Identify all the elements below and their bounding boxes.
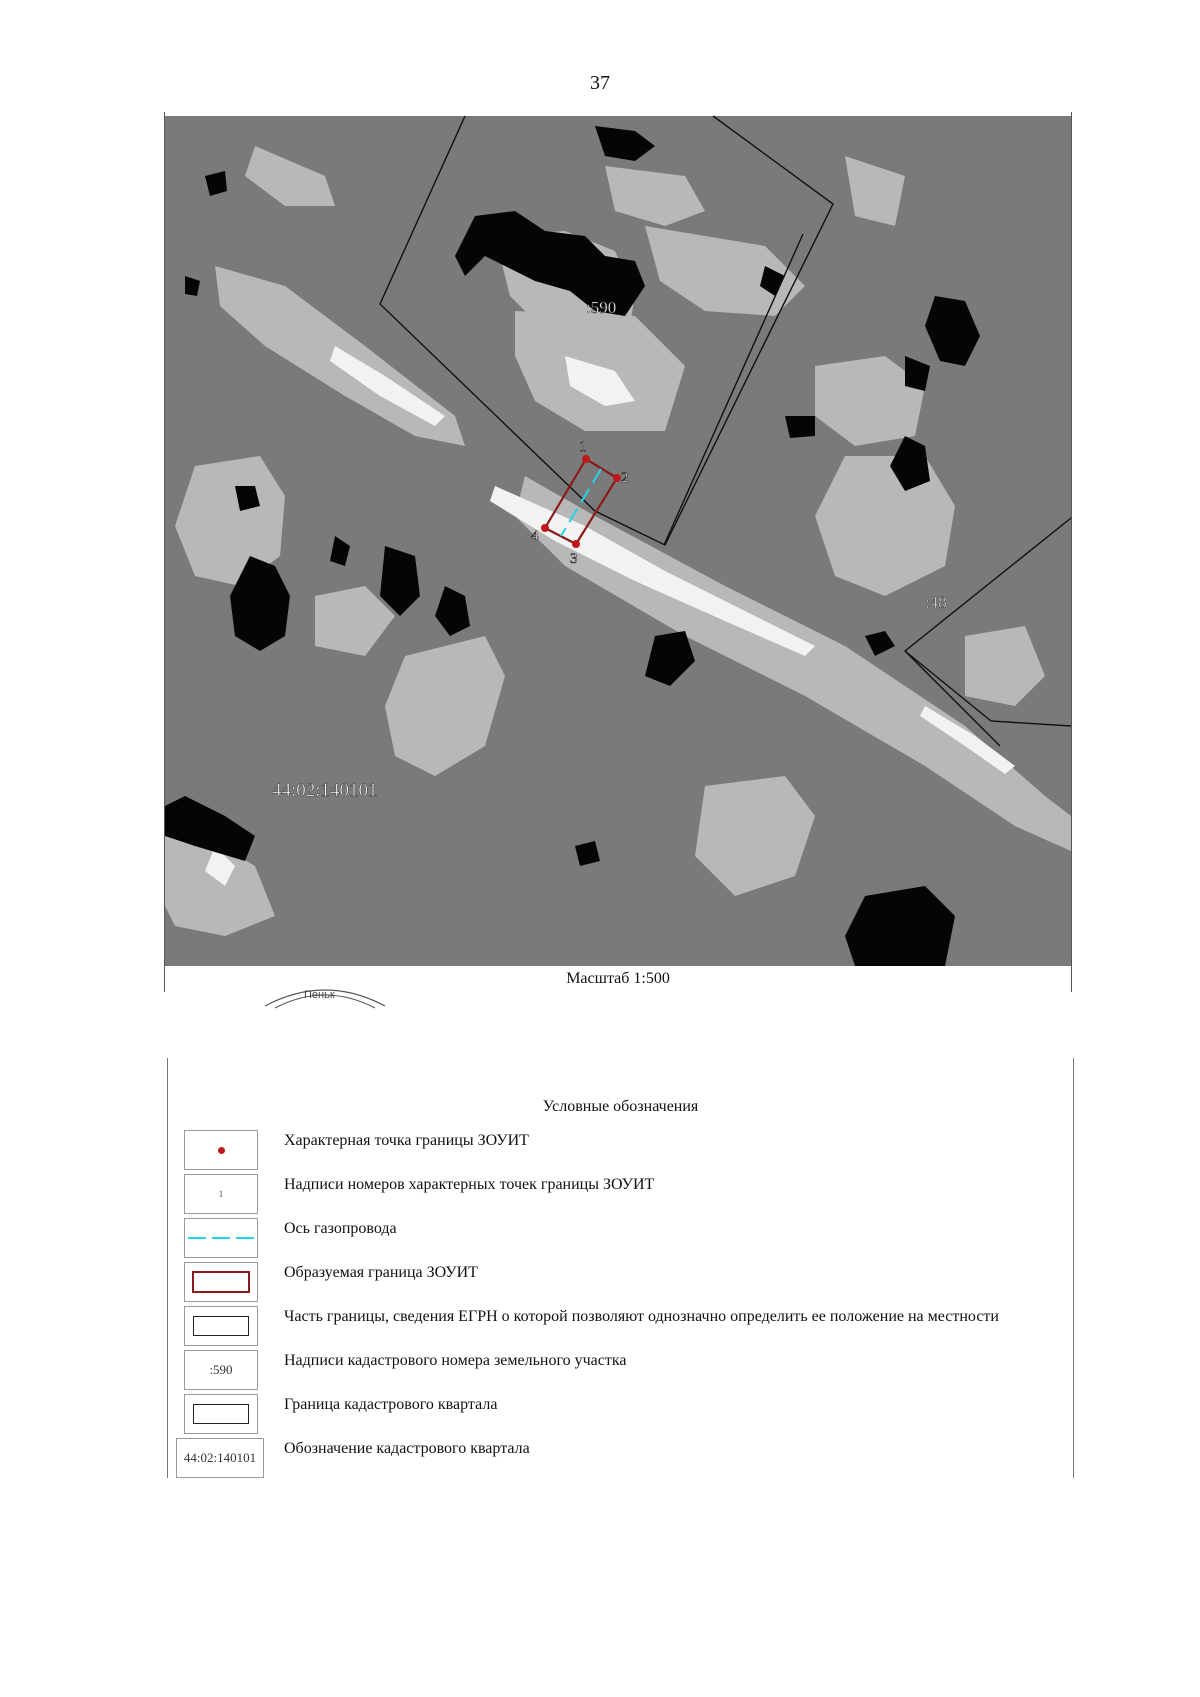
- black-rectangle-icon: [193, 1404, 249, 1424]
- svg-text:Пеньк: Пеньк: [304, 989, 335, 1001]
- legend-symbol-red-dot: [184, 1130, 258, 1170]
- point-label-1: 1: [579, 439, 587, 455]
- legend-text: Обозначение кадастрового квартала: [284, 1440, 530, 1457]
- page-number: 37: [590, 72, 610, 94]
- seal-stamp: [260, 978, 390, 1001]
- point-label-2: 2: [621, 470, 629, 486]
- legend-item-point-number: [184, 1174, 1064, 1214]
- parcel-label-48: :48: [925, 593, 947, 612]
- legend-item-quarter-boundary: [184, 1394, 1064, 1434]
- seal-stamp-graphic: [260, 978, 390, 1008]
- point-number-sample: 1: [218, 1189, 224, 1199]
- zouit-point-3: [572, 540, 580, 548]
- legend-item-quarter-label: [184, 1438, 1064, 1478]
- quarter-label: 44:02:140101: [272, 780, 378, 801]
- zouit-point-1: [582, 455, 590, 463]
- legend-symbol-parcel-number: [184, 1350, 258, 1390]
- legend-symbol-point-number: [184, 1174, 258, 1214]
- legend-text: Часть границы, сведения ЕГРН о которой позволяют однозначно определить ее положение на местности: [284, 1308, 999, 1325]
- legend-text: Надписи номеров характерных точек границы ЗОУИТ: [284, 1176, 655, 1193]
- legend-frame: [167, 1058, 1074, 1478]
- red-dot-icon: [218, 1147, 225, 1154]
- zouit-point-2: [613, 474, 621, 482]
- black-rectangle-icon: [193, 1316, 249, 1336]
- legend-text: Ось газопровода: [284, 1220, 397, 1237]
- zouit-point-4: [541, 524, 549, 532]
- legend-text: Образуемая граница ЗОУИТ: [284, 1264, 478, 1281]
- legend-item-egrn-boundary: [184, 1306, 1064, 1346]
- legend-item-parcel-number: [184, 1350, 1064, 1390]
- legend-symbol-gas-axis: [184, 1218, 258, 1258]
- legend-text: Надписи кадастрового номера земельного участка: [284, 1352, 627, 1369]
- legend-title: Условные обозначения: [542, 1098, 699, 1115]
- map-canvas[interactable]: [165, 116, 1071, 966]
- legend-text: Характерная точка границы ЗОУИТ: [284, 1132, 529, 1149]
- legend-item-zouit-boundary: [184, 1262, 1064, 1302]
- legend-symbol-black-rectangle: [184, 1306, 258, 1346]
- legend-item-point: [184, 1130, 1064, 1170]
- quarter-label-sample: 44:02:140101: [183, 1450, 257, 1465]
- map-frame: [164, 112, 1072, 1001]
- legend-symbol-quarter-label: [176, 1438, 264, 1478]
- legend-symbol-black-rectangle: [184, 1394, 258, 1434]
- parcel-label-590: :590: [586, 298, 617, 317]
- dashed-cyan-line-icon: [186, 1233, 256, 1243]
- legend-item-gas-axis: [184, 1218, 1064, 1258]
- legend-symbol-red-rectangle: [184, 1262, 258, 1302]
- parcel-number-sample: :590: [209, 1362, 233, 1377]
- red-rectangle-icon: [192, 1271, 250, 1293]
- point-label-4: 4: [531, 528, 539, 544]
- point-label-3: 3: [570, 551, 578, 567]
- legend-text: Граница кадастрового квартала: [284, 1396, 498, 1413]
- orthophoto-map: [165, 116, 1071, 966]
- map-scale-label: Масштаб 1:500: [566, 970, 670, 987]
